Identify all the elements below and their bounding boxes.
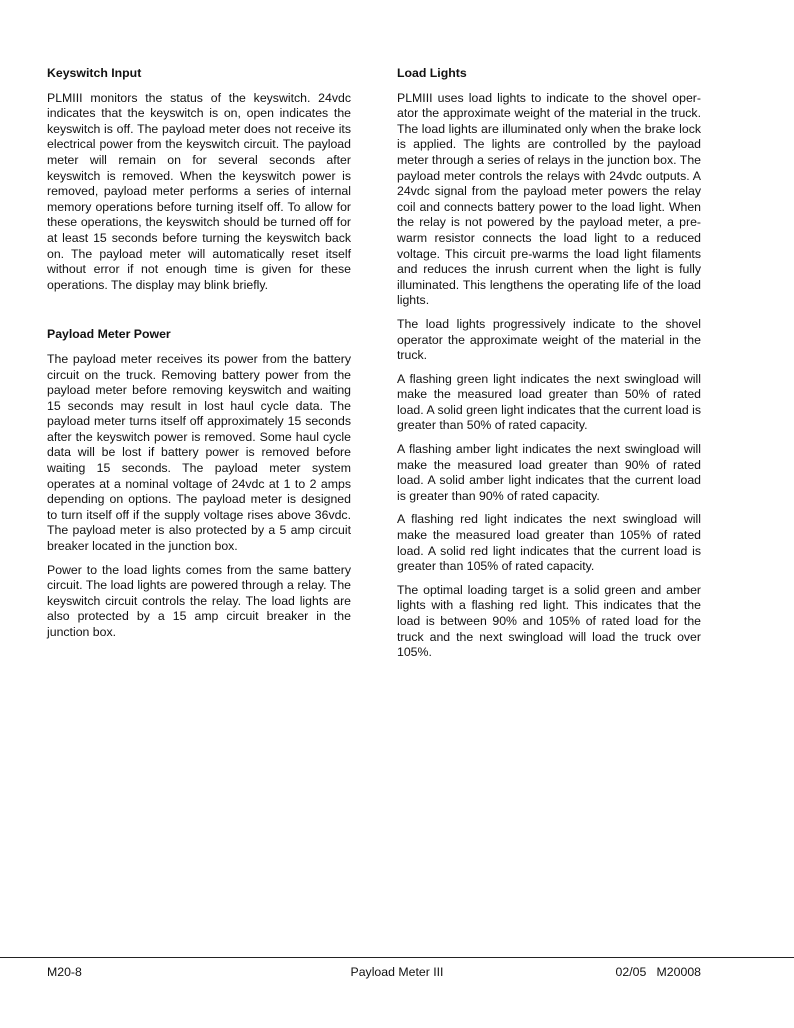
power-paragraph-1: The payload meter receives its power from the battery circuit on the truck. Removing battery power from the payload meter before removing keyswitch and waiting 15 seconds may result in lost haul cycle data. The payload meter turns itself off approximately 15 seconds after the keyswitch power is removed. Some haul cycle data will be lost if battery power is removed before waiting 15 seconds. The payload meter system operates at a nominal voltage of 24vdc at 1 to 2 amps depending on options. The payload meter is designed to turn itself off if the supply voltage rises above 36vdc. The payload meter is also protected by a 5 amp circuit breaker located in the junction box. — [47, 351, 351, 554]
keyswitch-paragraph-1: PLMIII monitors the status of the keyswitch. 24vdc indicates that the keyswitch is on, open indicates the keyswitch is off. The payload meter does not receive its electrical power from the keyswitch circuit. The payload meter will remain on for several seconds after keyswitch is removed. When the keyswitch power is removed, payload meter performs a series of internal memory operations before turning itself off. To allow for these operations, the keyswitch should be turned off for at least 15 seconds before turning the keyswitch back on. The payload meter will automatically reset itself without error if not enough time is given for these operations. The display may blink briefly. — [47, 90, 351, 292]
load-lights-paragraph-4: A flashing amber light indicates the next swingload will make the measured load greater than 90% of rated load. A solid amber light indicates that the current load is greater than 90% of rated capacity. — [397, 442, 701, 503]
footer-divider — [0, 957, 794, 958]
footer-page-number: M20-8 — [47, 965, 82, 979]
load-lights-paragraph-1: PLMIII uses load lights to indicate to the shovel operator the approximate weight of the material in the truck. The load lights are illuminated only when the brake lock is applied. The lights are controlled by the payload meter through a series of relays in the junction box. The payload meter controls the relays with 24vdc outputs. A 24vdc signal from the payload meter powers the relay coil and connects battery power to the load light. When the relay is not powered by the payload meter, a pre-warm resistor connects the load light to a reduced voltage. This circuit pre-warms the load light filaments and reduces the inrush current when the light is fully illuminated. This lengthens the operating life of the load lights. — [397, 90, 701, 308]
left-column — [47, 66, 351, 649]
load-lights-paragraph-3: A flashing green light indicates the next swingload will make the measured load greater than 50% of rated load. A solid green light indicates that the current load is greater than 50% of rated capacity. — [397, 371, 701, 433]
keyswitch-input-heading: Keyswitch Input — [47, 66, 142, 80]
load-lights-paragraph-5: A flashing red light indicates the next swingload will make the measured load greater than 105% of rated load. A solid red light indicates that the current load is greater than 105% of rated capacity. — [397, 512, 701, 574]
power-paragraph-2: Power to the load lights comes from the same battery circuit. The load lights are powered through a relay. The keyswitch circuit controls the relay. The load lights are also protected by a 15 amp circuit breaker in the junction box. — [47, 562, 351, 639]
load-lights-paragraph-2: The load lights progressively indicate to the shovel operator the approximate weight of the material in the truck. — [397, 316, 701, 363]
footer-title: Payload Meter III — [350, 965, 444, 979]
footer-code-text: 02/05 M20008 — [615, 965, 701, 979]
payload-meter-power-heading: Payload Meter Power — [47, 327, 171, 342]
load-lights-heading: Load Lights — [397, 66, 467, 80]
footer-code — [616, 965, 701, 980]
right-column — [397, 66, 701, 669]
load-lights-paragraph-6: The optimal loading target is a solid green and amber lights with a flashing red light. This indicates that the load is between 90% and 105% of rated load for the truck and the next swingload will load the truck over 105%. — [397, 582, 701, 660]
